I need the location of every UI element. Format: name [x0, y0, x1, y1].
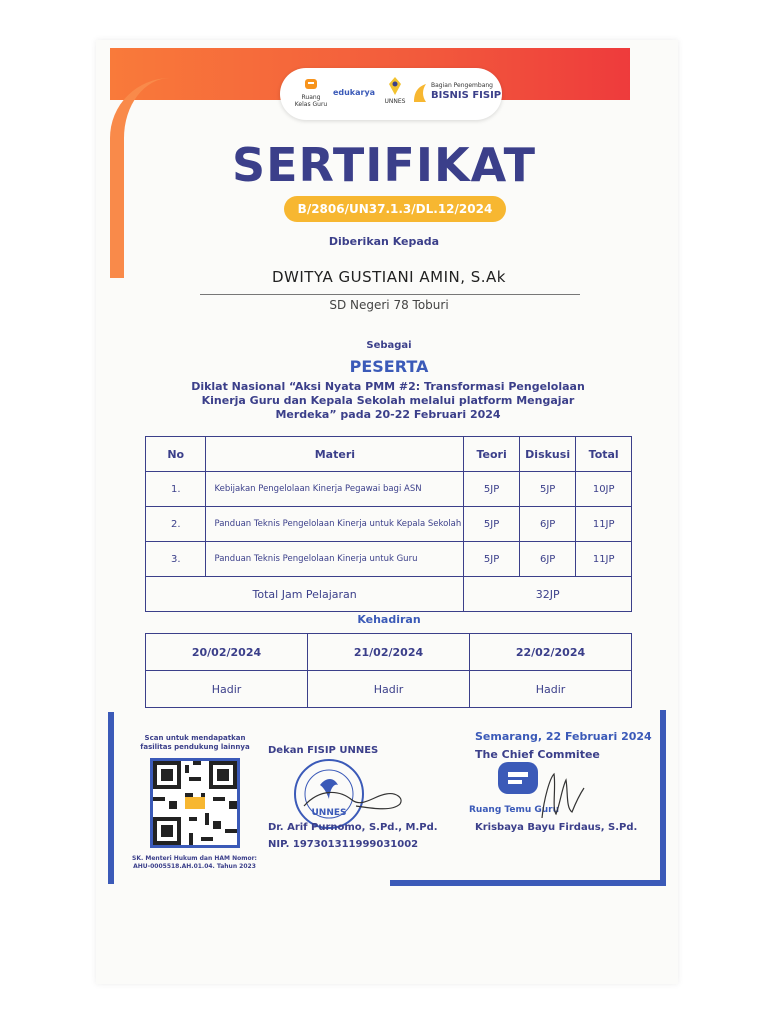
ruang-guru-icon [304, 78, 318, 92]
header-diskusi: Diskusi [519, 437, 575, 472]
attendance-status-row [146, 671, 632, 708]
unnes-text: UNNES [384, 98, 406, 105]
row-teori: 5JP [464, 542, 520, 577]
row-total: 10JP [576, 472, 632, 507]
bisnis-fisip-text: BISNIS FISIP [431, 90, 502, 101]
dekan-signature-icon [300, 778, 410, 818]
materials-table [145, 436, 632, 612]
attendance-date: 22/02/2024 [470, 634, 632, 671]
row-materi: Kebijakan Pengelolaan Kinerja Pegawai bagi ASN [206, 472, 464, 507]
event-description: Diklat Nasional “Aksi Nyata PMM #2: Transformasi Pengelolaan Kinerja Guru dan Kepala Sekolah melalui platform Mengajar Merdeka” pada 20-22 Februari 2024 [191, 380, 585, 421]
ruang-guru-logo [294, 78, 328, 108]
header-teori: Teori [464, 437, 520, 472]
row-no: 2. [146, 507, 206, 542]
unnes-logo [384, 76, 406, 105]
row-diskusi: 6JP [519, 542, 575, 577]
row-no: 3. [146, 542, 206, 577]
participant-role: PESERTA [349, 357, 429, 376]
total-value: 32JP [464, 577, 632, 612]
row-no: 1. [146, 472, 206, 507]
attendance-status: Hadir [308, 671, 470, 708]
attendance-dates-row [146, 634, 632, 671]
chief-name: Krisbaya Bayu Firdaus, S.Pd. [475, 822, 638, 833]
bottom-blue-accent [390, 880, 666, 886]
header-no: No [146, 437, 206, 472]
partner-logos-bar [280, 68, 502, 120]
attendance-status: Hadir [470, 671, 632, 708]
attendance-date: 21/02/2024 [308, 634, 470, 671]
row-diskusi: 5JP [519, 472, 575, 507]
qr-code-icon [153, 761, 237, 845]
as-label: Sebagai [366, 340, 412, 351]
rtg-label: Ruang Temu Guru [469, 805, 559, 815]
certificate-number: B/2806/UN37.1.3/DL.12/2024 [284, 196, 506, 222]
row-total: 11JP [576, 542, 632, 577]
header-total: Total [576, 437, 632, 472]
edukarya-logo [330, 88, 378, 97]
dekan-nip: NIP. 197301311999031002 [268, 839, 419, 850]
qr-code[interactable] [150, 758, 240, 848]
right-blue-accent [660, 710, 666, 886]
edukarya-text: edukarya [332, 88, 376, 97]
attendance-table [145, 633, 632, 708]
row-diskusi: 6JP [519, 507, 575, 542]
dekan-title: Dekan FISIP UNNES [268, 745, 379, 756]
materials-header-row [146, 437, 632, 472]
committee-title: The Chief Commitee [475, 748, 600, 761]
given-to-label: Diberikan Kepada [328, 235, 440, 248]
attendance-status: Hadir [146, 671, 308, 708]
scan-instruction: Scan untuk mendapatkan fasilitas pendukung lainnya [140, 734, 250, 751]
table-row [146, 472, 632, 507]
table-row [146, 542, 632, 577]
stamp-label: UNNES [311, 808, 347, 818]
sk-legal-text: SK. Menteri Hukum dan HAM Nomor: AHU-0005518.AH.01.04. Tahun 2023 [132, 855, 257, 870]
bisnis-fisip-icon [412, 82, 428, 104]
chief-signature-icon [532, 768, 592, 824]
bisnis-fisip-subtitle: Bagian Pengembang [431, 82, 493, 89]
certificate-title: SERTIFIKAT [232, 138, 536, 192]
attendance-title: Kehadiran [357, 613, 421, 626]
total-label: Total Jam Pelajaran [146, 577, 464, 612]
row-total: 11JP [576, 507, 632, 542]
left-blue-accent [108, 712, 114, 884]
unnes-emblem-icon [387, 76, 403, 96]
total-row [146, 577, 632, 612]
dekan-name: Dr. Arif Purnomo, S.Pd., M.Pd. [268, 822, 438, 833]
row-teori: 5JP [464, 507, 520, 542]
name-underline [200, 294, 580, 295]
table-row [146, 507, 632, 542]
row-materi: Panduan Teknis Pengelolaan Kinerja untuk Guru [206, 542, 464, 577]
ruang-guru-text: Ruang Kelas Guru [294, 94, 328, 108]
recipient-school: SD Negeri 78 Toburi [329, 298, 449, 312]
recipient-name: DWITYA GUSTIANI AMIN, S.Ak [271, 268, 506, 286]
place-date: Semarang, 22 Februari 2024 [475, 730, 652, 743]
header-materi: Materi [206, 437, 464, 472]
attendance-date: 20/02/2024 [146, 634, 308, 671]
row-materi: Panduan Teknis Pengelolaan Kinerja untuk Kepala Sekolah [206, 507, 464, 542]
row-teori: 5JP [464, 472, 520, 507]
